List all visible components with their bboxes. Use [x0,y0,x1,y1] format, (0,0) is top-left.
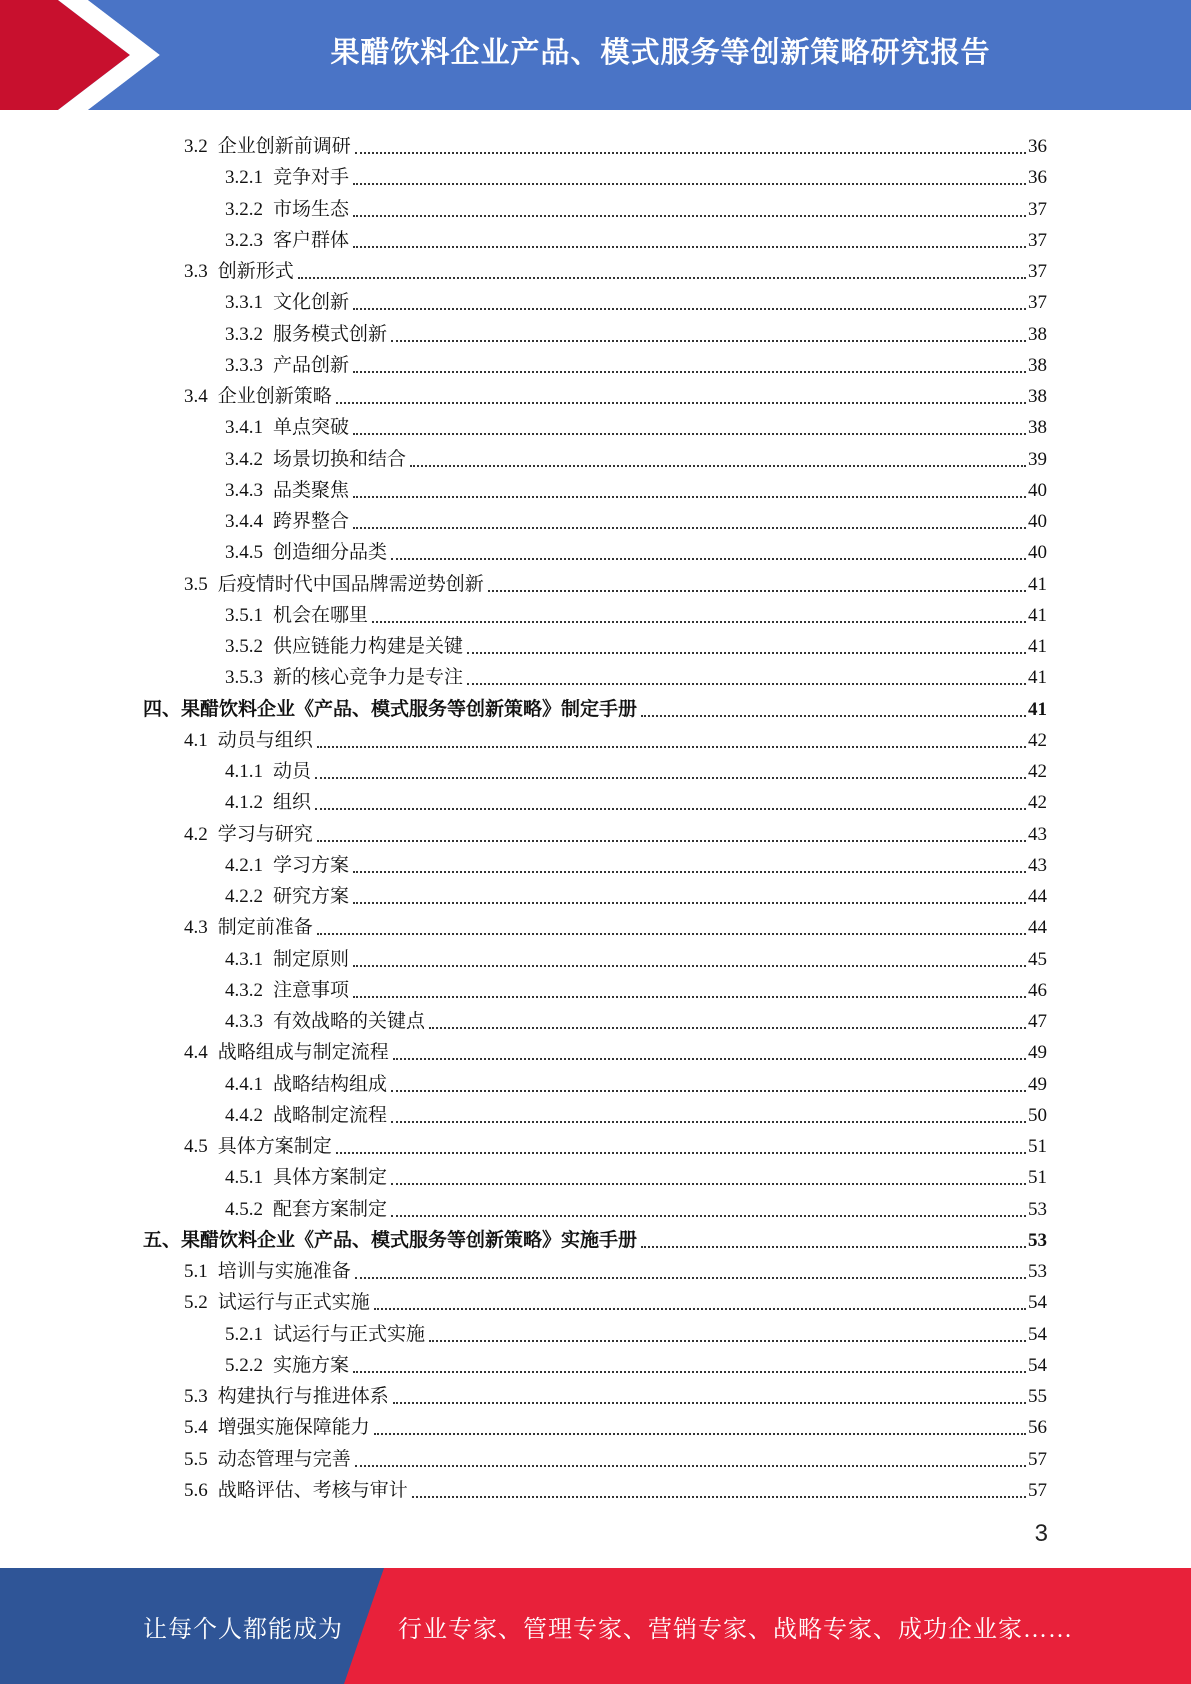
toc-entry-number: 5.6 [184,1479,208,1501]
toc-entry-page: 40 [1028,511,1047,532]
toc-entry-number: 4.4 [184,1042,208,1064]
toc-chapter-entry[interactable] [143,691,1047,722]
toc-entry-title: 培训与实施准备 [217,1261,351,1282]
toc-entry-number: 3.5.2 [225,636,263,657]
toc-entry-number: 3.2.3 [225,229,263,251]
toc-entry-number: 5.3 [184,1386,208,1407]
toc-entry-number: 3.5.3 [225,667,263,689]
toc-entry-title: 动员与组织 [217,729,313,751]
toc-entry-number: 3.4.4 [225,511,263,532]
toc-entry-number: 5.2.2 [225,1354,263,1376]
toc-dot-leader [353,996,1026,998]
toc-entry-number: 4.1 [184,729,208,751]
toc-dot-leader [429,1027,1026,1029]
toc-entry-title: 供应链能力构建是关键 [273,636,464,657]
footer-slogan-left: 让每个人都能成为 [143,1616,343,1643]
toc-entry-page: 44 [1028,917,1047,939]
toc-dot-leader [353,965,1026,967]
toc-entry[interactable] [184,253,1047,284]
toc-entry[interactable] [225,659,1047,690]
toc-entry-title: 新的核心竞争力是专注 [273,667,464,689]
toc-entry-page: 38 [1028,323,1047,345]
toc-entry-title: 市场生态 [273,198,350,220]
toc-entry[interactable] [225,753,1047,784]
toc-entry[interactable] [225,941,1047,972]
toc-entry[interactable] [225,1066,1047,1097]
toc-dot-leader [355,1277,1026,1279]
toc-entry-page: 49 [1028,1073,1047,1095]
toc-dot-leader [353,215,1026,217]
toc-entry-title: 企业创新策略 [217,386,332,407]
toc-entry-title: 动员 [273,761,312,782]
toc-dot-leader [353,527,1026,529]
toc-entry-number: 3.3.2 [225,323,263,345]
toc-entry-page: 43 [1028,823,1047,845]
toc-entry-page: 38 [1028,417,1047,439]
toc-entry-page: 37 [1028,198,1047,220]
toc-entry-title: 服务模式创新 [273,323,388,345]
toc-entry[interactable] [184,909,1047,940]
toc-entry-page: 47 [1028,1011,1047,1032]
toc-entry[interactable] [184,566,1047,597]
toc-entry-page: 41 [1028,573,1047,595]
toc-entry-number: 3.3.3 [225,354,263,376]
toc-entry[interactable] [225,159,1047,190]
toc-entry-page: 36 [1028,167,1047,189]
toc-dot-leader [641,715,1026,717]
toc-entry-page: 53 [1028,1261,1047,1282]
toc-entry[interactable] [184,1441,1047,1472]
toc-entry[interactable] [184,1034,1047,1065]
footer-slogan-right: 行业专家、管理专家、营销专家、战略专家、成功企业家…… [398,1616,1073,1643]
toc-entry[interactable] [225,1003,1047,1034]
toc-entry-page: 45 [1028,948,1047,970]
toc-entry[interactable] [225,1159,1047,1190]
toc-dot-leader [391,340,1026,342]
toc-entry[interactable] [225,347,1047,378]
toc-entry[interactable] [225,847,1047,878]
toc-entry-page: 41 [1028,636,1047,657]
toc-dot-leader [488,590,1026,592]
toc-entry[interactable] [225,1347,1047,1378]
toc-entry-page: 57 [1028,1479,1047,1501]
toc-entry-number: 3.3.1 [225,292,263,314]
toc-entry-number: 3.4 [184,386,208,407]
toc-entry-page: 42 [1028,729,1047,751]
toc-entry-title: 研究方案 [273,886,350,907]
toc-entry-number: 4.4.2 [225,1104,263,1126]
toc-entry-number: 4.5.1 [225,1167,263,1189]
toc-entry-number: 五、 [143,1229,182,1251]
toc-entry-page: 51 [1028,1167,1047,1189]
toc-dot-leader [315,808,1026,810]
toc-entry-number: 3.2 [184,136,208,157]
toc-entry-title: 有效战略的关键点 [273,1011,426,1032]
toc-entry[interactable] [225,1316,1047,1347]
toc-entry[interactable] [184,1253,1047,1284]
toc-entry-title: 学习与研究 [217,823,313,845]
toc-dot-leader [355,152,1026,154]
toc-dot-leader [353,308,1026,310]
toc-entry-page: 41 [1028,698,1047,720]
toc-entry-number: 3.5.1 [225,604,263,626]
header-arrow-decoration [0,0,160,110]
toc-entry-number: 四、 [143,698,182,720]
toc-entry-number: 4.4.1 [225,1073,263,1095]
toc-entry-number: 4.1.2 [225,792,263,814]
toc-entry[interactable] [184,1472,1047,1503]
toc-entry-number: 3.5 [184,573,208,595]
toc-entry[interactable] [184,1409,1047,1440]
toc-entry-title: 机会在哪里 [273,604,369,626]
toc-dot-leader [353,1371,1026,1373]
toc-entry-page: 40 [1028,542,1047,564]
toc-entry[interactable] [225,972,1047,1003]
toc-entry-page: 51 [1028,1136,1047,1157]
toc-entry-title: 客户群体 [273,229,350,251]
page-header [0,0,1191,110]
toc-entry-page: 49 [1028,1042,1047,1064]
toc-entry-page: 40 [1028,479,1047,501]
toc-entry-title: 果醋饮料企业《产品、模式服务等创新策略》实施手册 [181,1229,638,1251]
toc-dot-leader [353,433,1026,435]
toc-entry-title: 战略组成与制定流程 [217,1042,389,1064]
toc-dot-leader [393,1402,1026,1404]
toc-entry-page: 54 [1028,1354,1047,1376]
toc-entry[interactable] [184,1284,1047,1315]
toc-entry-title: 企业创新前调研 [217,136,351,157]
page-number: 3 [1034,1520,1048,1547]
toc-entry-title: 果醋饮料企业《产品、模式服务等创新策略》制定手册 [181,698,638,720]
toc-dot-leader [336,1152,1026,1154]
toc-entry-title: 单点突破 [273,417,350,439]
toc-entry-number: 4.3 [184,917,208,939]
toc-entry-number: 5.2.1 [225,1323,263,1345]
toc-entry-number: 3.3 [184,261,208,282]
toc-entry[interactable] [184,128,1047,159]
toc-dot-leader [353,496,1026,498]
toc-entry-page: 41 [1028,604,1047,626]
toc-entry-page: 55 [1028,1386,1047,1407]
toc-entry-title: 动态管理与完善 [217,1448,351,1470]
toc-entry-page: 54 [1028,1292,1047,1314]
toc-entry-title: 构建执行与推进体系 [217,1386,389,1407]
toc-entry[interactable] [225,597,1047,628]
toc-entry-title: 具体方案制定 [217,1136,332,1157]
toc-entry-number: 4.2 [184,823,208,845]
toc-entry-number: 4.5 [184,1136,208,1157]
toc-entry-page: 57 [1028,1448,1047,1470]
toc-dot-leader [467,683,1026,685]
toc-entry[interactable] [225,409,1047,440]
toc-entry[interactable] [225,628,1047,659]
toc-entry-page: 44 [1028,886,1047,907]
toc-dot-leader [298,277,1026,279]
toc-entry[interactable] [184,722,1047,753]
toc-entry[interactable] [184,1378,1047,1409]
toc-entry[interactable] [225,503,1047,534]
toc-dot-leader [467,652,1026,654]
toc-entry-number: 3.2.2 [225,198,263,220]
toc-entry[interactable] [225,222,1047,253]
toc-dot-leader [391,1183,1026,1185]
toc-chapter-entry[interactable] [143,1222,1047,1253]
page-footer [0,1568,1191,1684]
toc-entry[interactable] [184,378,1047,409]
toc-entry-title: 学习方案 [273,854,350,876]
toc-entry-page: 37 [1028,261,1047,282]
toc-entry-title: 实施方案 [273,1354,350,1376]
toc-entry-page: 37 [1028,292,1047,314]
toc-dot-leader [317,840,1026,842]
toc-entry-number: 3.2.1 [225,167,263,189]
toc-dot-leader [317,933,1026,935]
toc-entry-page: 42 [1028,792,1047,814]
toc-entry-number: 4.2.2 [225,886,263,907]
toc-entry-number: 3.4.2 [225,448,263,470]
toc-dot-leader [412,1496,1026,1498]
toc-dot-leader [429,1340,1026,1342]
toc-entry-title: 组织 [273,792,312,814]
toc-dot-leader [353,371,1026,373]
toc-entry-title: 战略结构组成 [273,1073,388,1095]
toc-entry-page: 53 [1028,1198,1047,1220]
toc-entry-number: 4.5.2 [225,1198,263,1220]
toc-dot-leader [355,1465,1026,1467]
toc-entry-number: 3.4.3 [225,479,263,501]
toc-entry-number: 5.4 [184,1417,208,1439]
toc-entry-number: 3.4.1 [225,417,263,439]
toc-dot-leader [353,183,1026,185]
toc-entry-title: 战略制定流程 [273,1104,388,1126]
toc-dot-leader [374,1308,1026,1310]
toc-entry-number: 4.1.1 [225,761,263,782]
toc-dot-leader [374,1433,1026,1435]
toc-entry[interactable] [225,878,1047,909]
toc-entry-title: 制定前准备 [217,917,313,939]
toc-entry-page: 46 [1028,979,1047,1001]
toc-entry-title: 具体方案制定 [273,1167,388,1189]
toc-entry-page: 53 [1028,1229,1047,1251]
toc-entry-page: 39 [1028,448,1047,470]
toc-dot-leader [393,1058,1026,1060]
toc-dot-leader [372,621,1026,623]
toc-entry[interactable] [225,316,1047,347]
toc-entry[interactable] [225,472,1047,503]
toc-entry-title: 制定原则 [273,948,350,970]
toc-entry[interactable] [225,441,1047,472]
toc-entry-number: 4.3.3 [225,1011,263,1032]
toc-entry-title: 后疫情时代中国品牌需逆势创新 [217,573,484,595]
toc-entry-title: 战略评估、考核与审计 [217,1479,408,1501]
toc-entry-page: 50 [1028,1104,1047,1126]
toc-entry-number: 3.4.5 [225,542,263,564]
toc-entry-number: 5.1 [184,1261,208,1282]
toc-dot-leader [317,746,1026,748]
toc-entry[interactable] [225,534,1047,565]
toc-entry-number: 4.3.1 [225,948,263,970]
toc-entry-title: 产品创新 [273,354,350,376]
toc-entry-title: 文化创新 [273,292,350,314]
toc-dot-leader [353,246,1026,248]
toc-dot-leader [391,1090,1026,1092]
toc-dot-leader [391,1215,1026,1217]
toc-entry-title: 配套方案制定 [273,1198,388,1220]
toc-entry-number: 4.3.2 [225,979,263,1001]
toc-entry-page: 42 [1028,761,1047,782]
toc-entry-number: 5.2 [184,1292,208,1314]
toc-dot-leader [391,1121,1026,1123]
toc-dot-leader [410,465,1026,467]
toc-entry-number: 5.5 [184,1448,208,1470]
toc-entry-title: 跨界整合 [273,511,350,532]
toc-dot-leader [336,402,1026,404]
toc-entry[interactable] [225,284,1047,315]
toc-entry-title: 品类聚焦 [273,479,350,501]
toc-dot-leader [353,902,1026,904]
toc-entry[interactable] [225,1191,1047,1222]
toc-entry-title: 创新形式 [217,261,294,282]
toc-entry[interactable] [225,1097,1047,1128]
toc-entry-title: 竞争对手 [273,167,350,189]
toc-entry-title: 注意事项 [273,979,350,1001]
toc-entry-page: 37 [1028,229,1047,251]
toc-entry-page: 43 [1028,854,1047,876]
toc-entry-page: 56 [1028,1417,1047,1439]
toc-entry-page: 54 [1028,1323,1047,1345]
toc-entry-title: 场景切换和结合 [273,448,407,470]
toc-entry-number: 4.2.1 [225,854,263,876]
toc-entry[interactable] [225,191,1047,222]
toc-entry-title: 创造细分品类 [273,542,388,564]
toc-entry-page: 38 [1028,354,1047,376]
report-title: 果醋饮料企业产品、模式服务等创新策略研究报告 [330,34,991,69]
toc-entry[interactable] [184,1128,1047,1159]
toc-dot-leader [641,1246,1026,1248]
toc-entry-title: 增强实施保障能力 [217,1417,370,1439]
toc-dot-leader [315,777,1026,779]
toc-entry[interactable] [184,816,1047,847]
toc-entry-page: 41 [1028,667,1047,689]
toc-entry[interactable] [225,784,1047,815]
toc-entry-page: 36 [1028,136,1047,157]
toc-dot-leader [353,871,1026,873]
toc-entry-title: 试运行与正式实施 [217,1292,370,1314]
toc-entry-page: 38 [1028,386,1047,407]
toc-entry-title: 试运行与正式实施 [273,1323,426,1345]
toc-dot-leader [391,558,1026,560]
